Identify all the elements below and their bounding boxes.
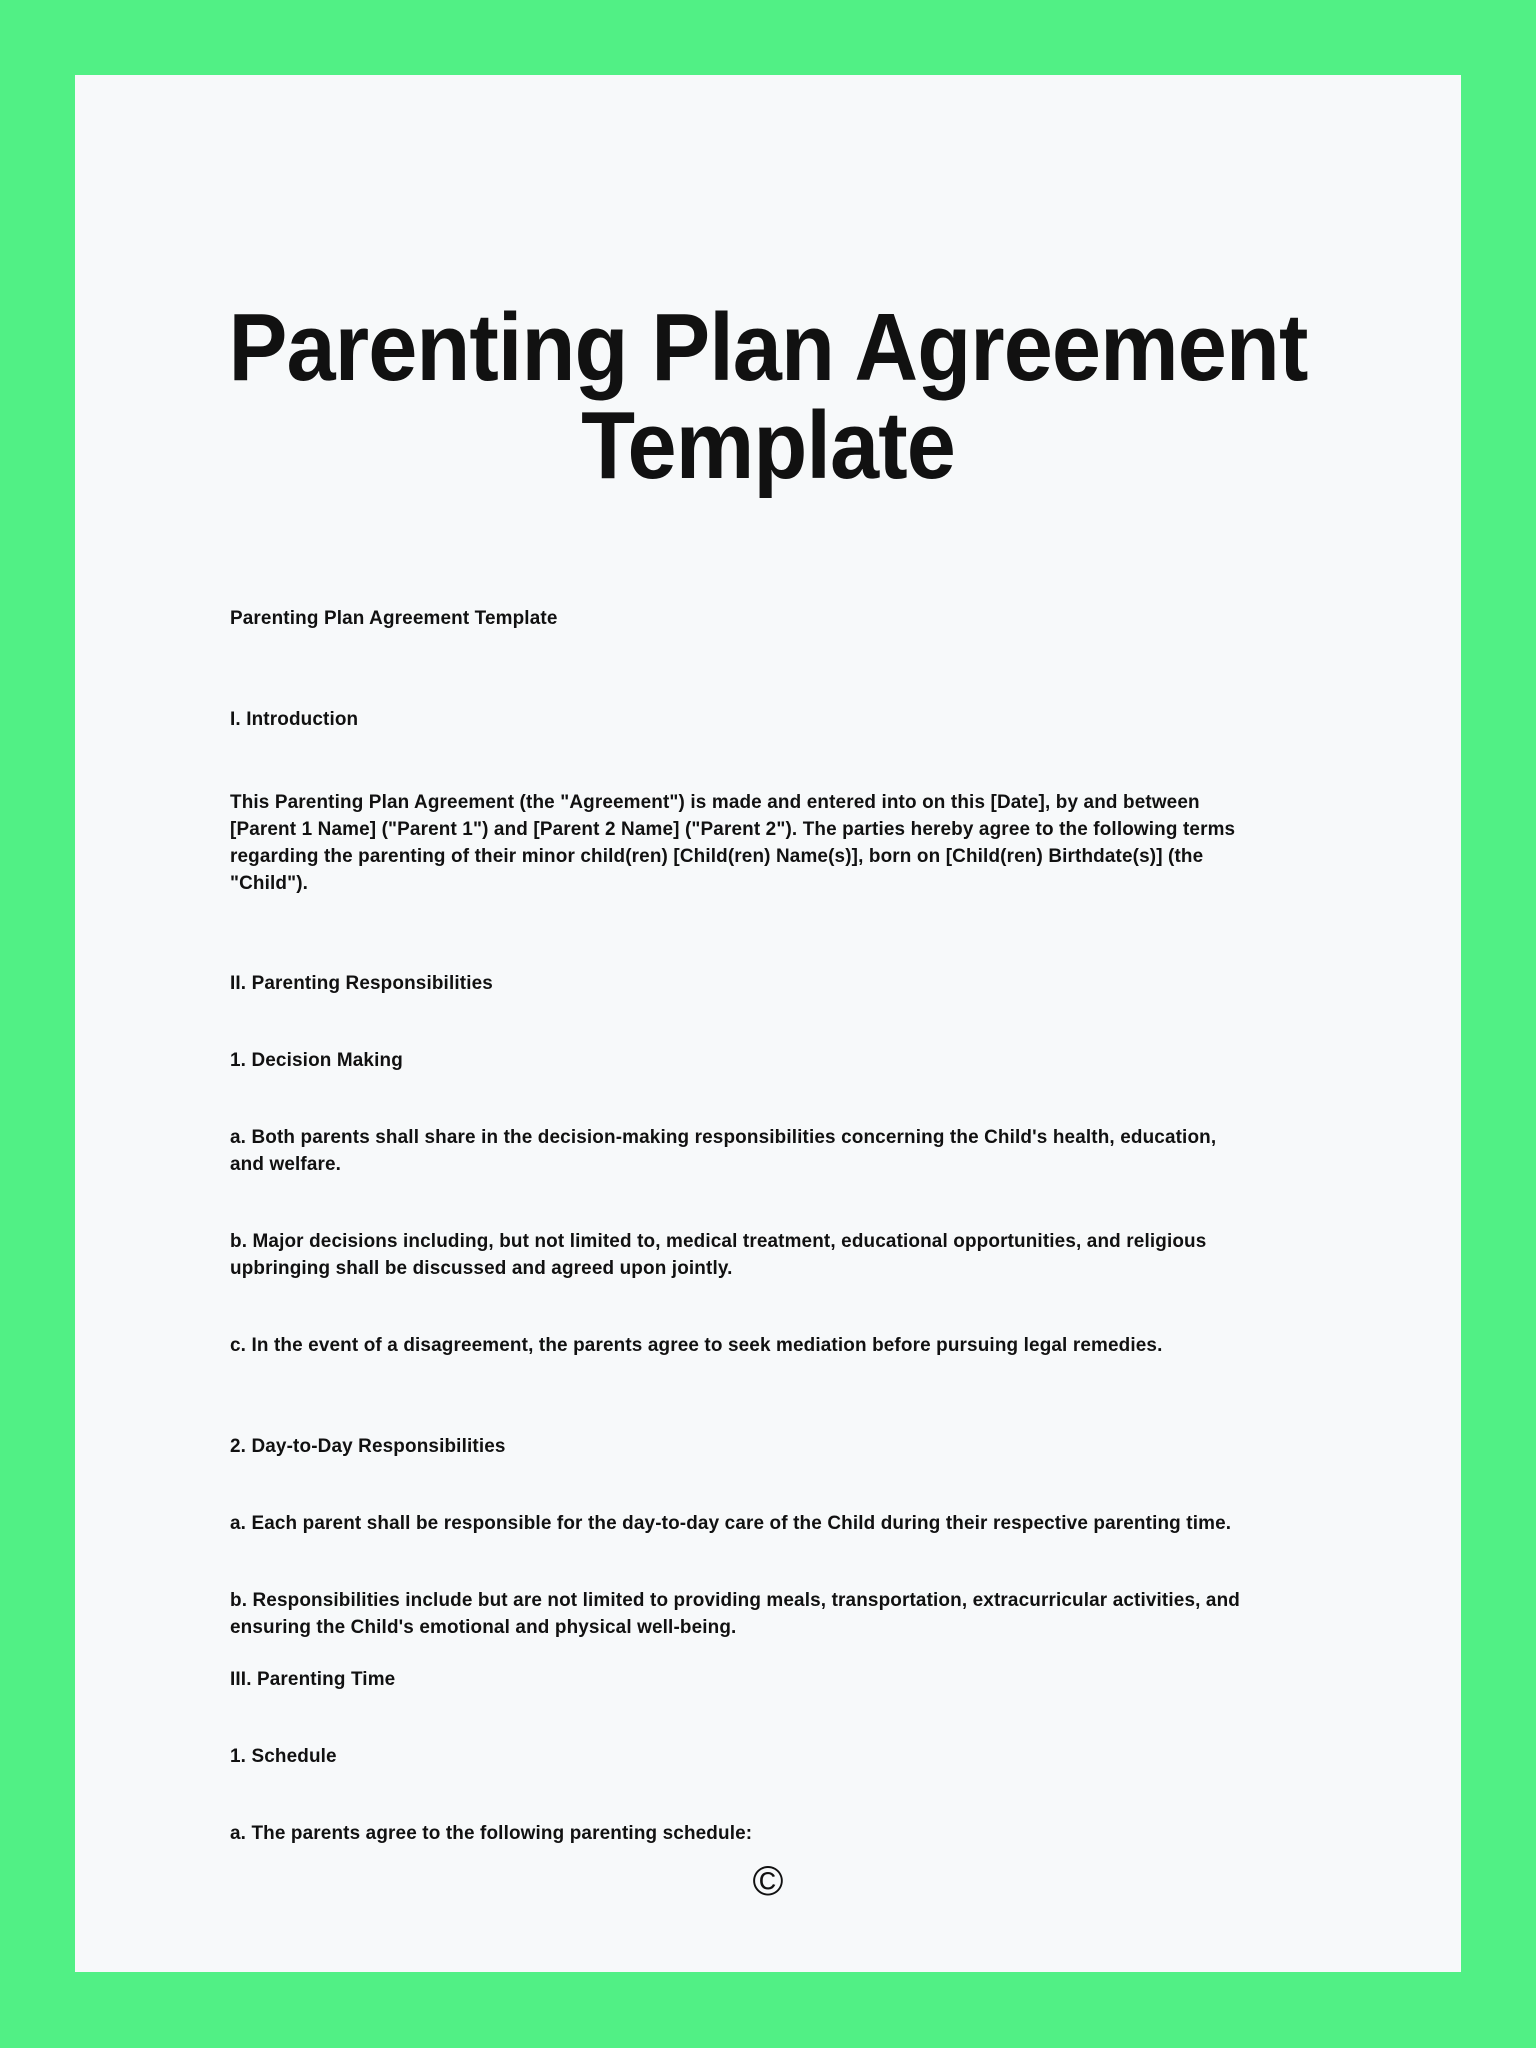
clause-decision-making-a: a. Both parents shall share in the decision-making responsibilities concerning the Child's health, education, and welfare.	[230, 1126, 1217, 1176]
clause-decision-making-b: b. Major decisions including, but not limited to, medical treatment, educational opportunities, and religious upbringing shall be discussed and agreed upon jointly.	[230, 1230, 1207, 1279]
subsection-heading-decision-making: 1. Decision Making	[230, 1049, 403, 1072]
document-heading: Parenting Plan Agreement Template	[230, 607, 558, 629]
paragraph-introduction: This Parenting Plan Agreement (the "Agreement") is made and entered into on this [Date], by and between [Parent 1 Name] ("Parent 1") and [Parent 2 Name] ("Parent 2"). The parties hereby agree to the following terms regarding the parenting of their minor child(ren) [Child(ren) Name(s)], born on [Child(ren) Birthdate(s)] (the "Child").	[230, 790, 1236, 894]
section-heading-introduction: I. Introduction	[230, 707, 359, 730]
section-heading-parenting-responsibilities: II. Parenting Responsibilities	[230, 972, 493, 995]
subsection-heading-day-to-day-responsibilities: 2. Day-to-Day Responsibilities	[230, 1434, 506, 1457]
section-heading-parenting-time: III. Parenting Time	[230, 1668, 396, 1691]
clause-schedule-a: a. The parents agree to the following parenting schedule:	[230, 1822, 753, 1845]
subsection-heading-schedule: 1. Schedule	[230, 1745, 337, 1768]
document-body	[230, 605, 1280, 1847]
document-page	[75, 75, 1461, 1972]
copyright-icon: ©	[752, 1857, 784, 1904]
page-title: Parenting Plan Agreement Template	[228, 294, 1308, 500]
clause-day-to-day-a: a. Each parent shall be responsible for the day-to-day care of the Child during their respective parenting time.	[230, 1511, 1232, 1534]
clause-day-to-day-b: b. Responsibilities include but are not limited to providing meals, transportation, extracurricular activities, and ensuring the Child's emotional and physical well-being.	[230, 1588, 1240, 1638]
clause-decision-making-c: c. In the event of a disagreement, the parents agree to seek mediation before pursuing legal remedies.	[230, 1333, 1163, 1356]
